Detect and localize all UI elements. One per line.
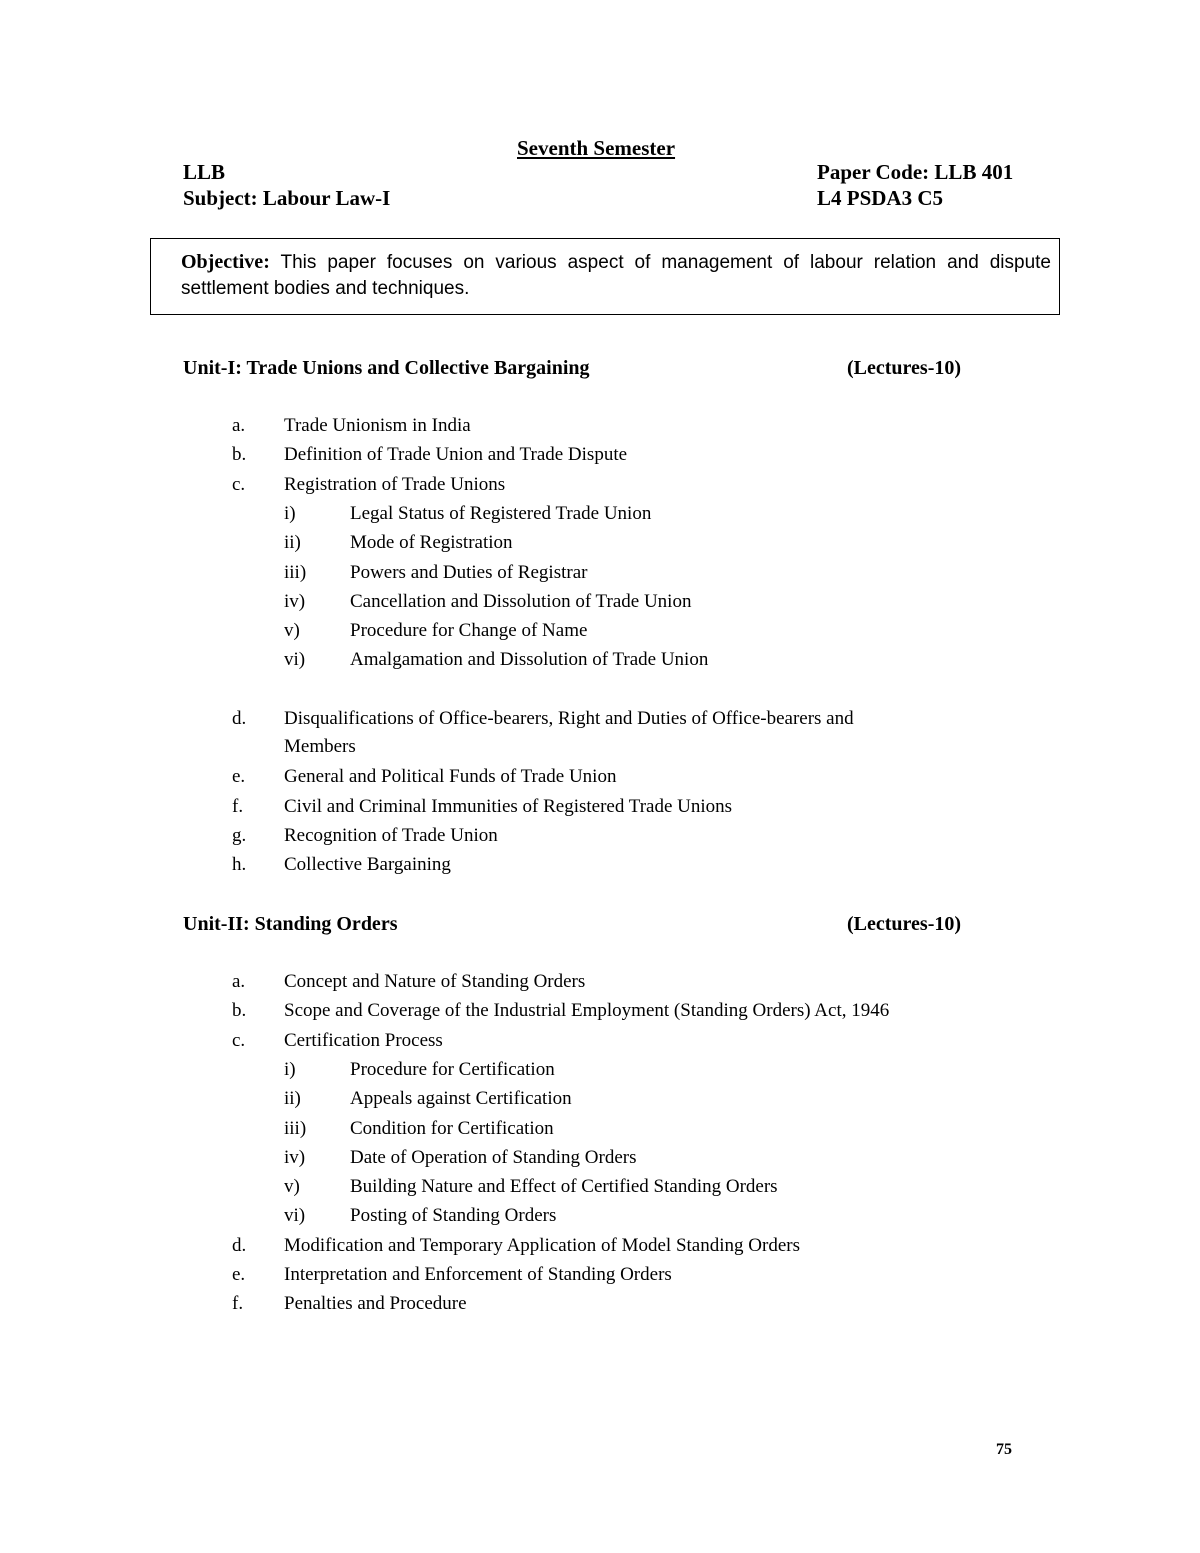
code-line: L4 PSDA3 C5 [817,186,944,210]
unit2-subitem-text: Date of Operation of Standing Orders [350,1146,637,1168]
unit2-item-marker: f. [232,1293,244,1315]
unit1-item-text: General and Political Funds of Trade Union [284,766,617,788]
unit2-subitem-text: Appeals against Certification [350,1088,572,1110]
unit2-item-text: Penalties and Procedure [284,1293,467,1315]
unit1-item-marker: g. [232,824,247,846]
unit2-title: Unit-II: Standing Orders [183,913,398,935]
unit1-subitem-marker: v) [284,620,300,642]
unit1-item-marker: c. [232,473,246,495]
unit2-subitem-text: Procedure for Certification [350,1058,555,1080]
unit1-item-text: Trade Unionism in India [284,415,471,436]
unit2-item-marker: b. [232,1000,247,1022]
unit2-lectures: (Lectures-10) [847,913,962,935]
unit2-item-marker: c. [232,1029,246,1051]
unit1-subitem-text: Procedure for Change of Name [350,620,588,642]
unit2-item-marker: a. [232,971,246,992]
unit1-title: Unit-I: Trade Unions and Collective Bargaining [183,357,590,379]
unit2-item-marker: d. [232,1234,247,1256]
unit1-subitem-text: Mode of Registration [350,532,513,554]
unit1-item-text: Civil and Criminal Immunities of Registered Trade Unions [284,795,733,817]
objective-label: Objective: [181,251,270,273]
unit1-subitem-text: Cancellation and Dissolution of Trade Union [350,590,692,612]
page-number: 75 [996,1441,1012,1458]
unit1-item-text: Definition of Trade Union and Trade Dispute [284,444,628,466]
program-label: LLB [183,160,226,184]
objective-text [181,249,1051,302]
unit1-item-continuation: Members [284,736,356,757]
unit1-item-marker: f. [232,795,244,817]
unit1-subitem-marker: iv) [284,590,306,612]
unit1-subitem-marker: i) [284,502,296,524]
unit1-item-text: Collective Bargaining [284,854,451,876]
unit2-subitem-marker: ii) [284,1088,301,1110]
unit2-item-text: Concept and Nature of Standing Orders [284,971,586,992]
subject-label: Subject: Labour Law-I [183,186,391,210]
semester-title: Seventh Semester [517,136,676,160]
unit2-subitem-marker: i) [284,1058,296,1080]
unit1-subitem-text: Legal Status of Registered Trade Union [350,502,652,524]
unit1-subitem-text: Amalgamation and Dissolution of Trade Union [350,649,709,671]
unit1-subitem-text: Powers and Duties of Registrar [350,561,588,583]
unit2-subitem-marker: iii) [284,1117,307,1139]
unit1-subitem-marker: ii) [284,532,301,554]
unit2-item-text: Certification Process [284,1029,443,1051]
objective-body: This paper focuses on various aspect of management of labour relation and dispute settlement bodies and techniques. [181,252,1051,299]
unit1-item-marker: h. [232,854,247,876]
paper-code: Paper Code: LLB 401 [817,160,1014,184]
unit1-subitem-marker: vi) [284,649,306,671]
unit1-item-marker: b. [232,444,247,466]
unit1-item-text: Recognition of Trade Union [284,824,498,846]
unit2-item-text: Modification and Temporary Application of Model Standing Orders [284,1234,800,1256]
unit1-item-marker: e. [232,766,246,788]
unit2-item-text: Scope and Coverage of the Industrial Employment (Standing Orders) Act, 1946 [284,1000,890,1022]
unit2-subitem-text: Posting of Standing Orders [350,1205,557,1227]
unit2-item-text: Interpretation and Enforcement of Standing Orders [284,1264,672,1285]
unit1-item-text: Disqualifications of Office-bearers, Right and Duties of Office-bearers and [284,707,854,729]
unit1-item-marker: d. [232,707,247,729]
unit2-subitem-marker: iv) [284,1146,306,1168]
objective-box [150,238,1060,315]
unit2-subitem-marker: v) [284,1176,300,1198]
unit2-item-marker: e. [232,1264,246,1285]
unit2-subitem-marker: vi) [284,1205,306,1227]
unit1-lectures: (Lectures-10) [847,357,962,379]
unit1-subitem-marker: iii) [284,561,307,583]
unit1-item-text: Registration of Trade Unions [284,473,506,495]
unit2-subitem-text: Building Nature and Effect of Certified Standing Orders [350,1176,778,1198]
unit1-item-marker: a. [232,415,246,436]
unit2-subitem-text: Condition for Certification [350,1117,554,1139]
